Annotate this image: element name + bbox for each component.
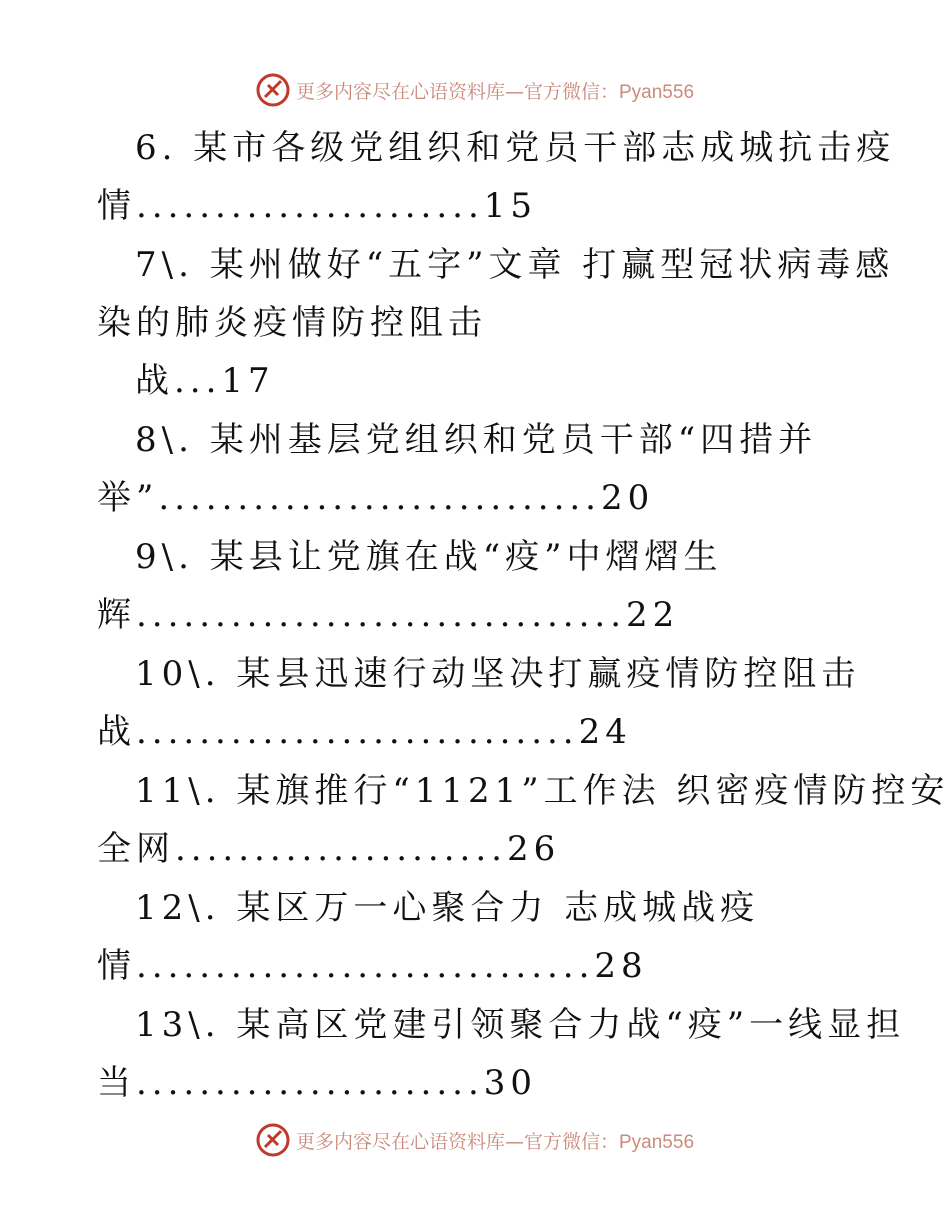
toc-entry-7-page: 战...17 [135,361,275,401]
toc-entry-9-title: 9\. 某县让党旗在战“疫”中熠熠生 [135,537,723,577]
toc-entry-10-title: 10\. 某县迅速行动坚决打赢疫情防控阻击 [135,654,861,694]
toc-entry-12-page: 情.............................28 [97,946,648,986]
toc-entry-6-page: 情......................15 [97,186,538,226]
brand-logo-icon [256,1123,290,1157]
wechat-id: Pyan556 [619,81,695,103]
toc-entry-12-title: 12\. 某区万一心聚合力 志成城战疫 [135,888,760,928]
watermark-banner-top [0,70,950,110]
toc-entry-7-cont: 染的肺炎疫情防控阻击 [97,303,487,343]
toc-entry-13-title: 13\. 某高区党建引领聚合力战“疫”一线显担 [135,1005,906,1045]
toc-entry-11-page: 全网.....................26 [97,829,561,869]
toc-entry-11-title: 11\. 某旗推行“1121”工作法 织密疫情防控安 [135,771,950,811]
toc-entry-9-page: 辉...............................22 [97,595,680,635]
toc-entry-8-title: 8\. 某州基层党组织和党员干部“四措并 [135,420,818,460]
brand-logo-icon [256,73,290,107]
watermark-text: 更多内容尽在心语资料库—官方微信：Pyan556 [295,1130,695,1153]
wechat-id: Pyan556 [619,1131,695,1153]
watermark-text: 更多内容尽在心语资料库—官方微信：Pyan556 [295,80,695,103]
toc-entry-13-page: 当......................30 [97,1063,538,1103]
toc-entry-8-page: 举”............................20 [97,478,655,518]
toc-entry-6-title: 6. 某市各级党组织和党员干部志成城抗击疫 [135,128,896,168]
toc-entry-7-title: 7\. 某州做好“五字”文章 打赢型冠状病毒感 [135,245,895,285]
watermark-banner-bottom [0,1120,950,1160]
toc-entry-10-page: 战............................24 [97,712,632,752]
